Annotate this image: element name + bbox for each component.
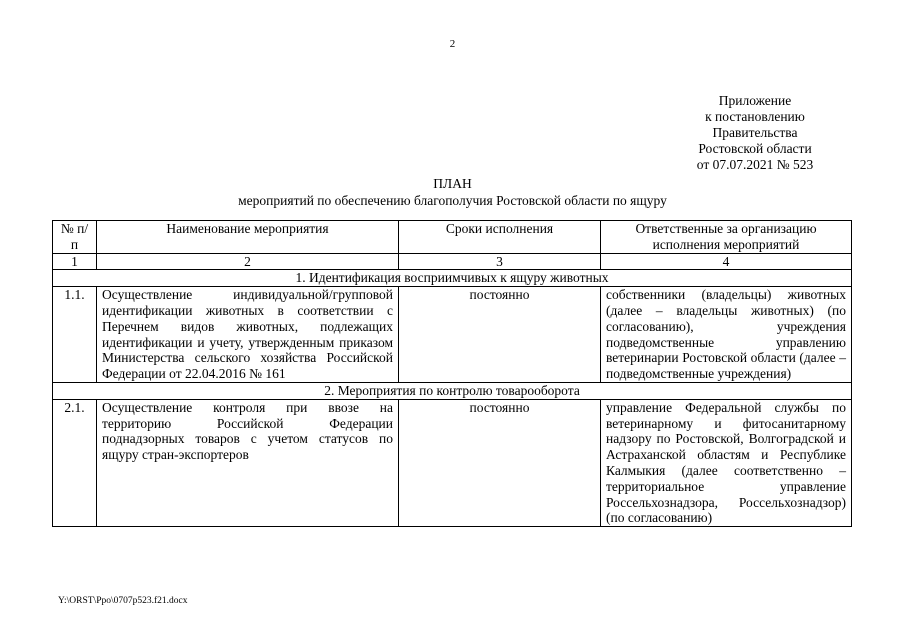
column-number: 3	[399, 253, 601, 270]
item-num: 2.1.	[53, 399, 97, 526]
item-name: Осуществление индивидуальной/групповой идентификации животных в соответствии с Перечнем видов животных, подлежащих идентификации и учету, утвержденным приказом Министерства сельского хозяйства Российской Федерации от 22.04.2016 № 161	[97, 287, 399, 383]
appendix-line: от 07.07.2021 № 523	[696, 157, 814, 172]
file-path-footer: Y:\ORST\Ppo\0707p523.f21.docx	[58, 596, 188, 606]
section-row	[53, 270, 852, 287]
header-deadline: Сроки исполнения	[399, 221, 601, 254]
header-responsible: Ответственные за организацию исполнения мероприятий	[601, 221, 852, 254]
appendix-line: Ростовской области	[698, 141, 812, 156]
item-num: 1.1.	[53, 287, 97, 383]
item-deadline: постоянно	[399, 287, 601, 383]
column-number: 1	[53, 253, 97, 270]
item-deadline: постоянно	[399, 399, 601, 526]
item-responsible: собственники (владельцы) животных (далее – владельцы животных) (по согласованию), учреждения подведомственные управлению ветеринарии Ростовской области (далее – подведомственные учреждения)	[601, 287, 852, 383]
appendix-line: Приложение	[718, 93, 792, 108]
appendix-block	[655, 93, 855, 173]
table-row	[53, 287, 852, 383]
page-number: 2	[449, 38, 456, 50]
header-num: № п/п	[53, 221, 97, 254]
appendix-line: к постановлению	[705, 109, 805, 124]
table-header-row	[53, 221, 852, 254]
header-name: Наименование мероприятия	[97, 221, 399, 254]
item-responsible: управление Федеральной службы по ветеринарному и фитосанитарному надзору по Ростовской, Волгоградской и Астраханской областям и Республике Калмыкия (далее соответственно – территориальное управление Россельхознадзора, Россельхознадзор) (по согласованию)	[601, 399, 852, 526]
column-number-row	[53, 253, 852, 270]
document-title: ПЛАН	[433, 176, 472, 191]
table-row	[53, 399, 852, 526]
section-row	[53, 382, 852, 399]
section-title: 2. Мероприятия по контролю товарооборота	[53, 382, 852, 399]
section-title: 1. Идентификация восприимчивых к ящуру животных	[53, 270, 852, 287]
appendix-line: Правительства	[712, 125, 798, 140]
item-name: Осуществление контроля при ввозе на территорию Российской Федерации поднадзорных товаров с учетом статусов по ящуру стран-экспортеров	[97, 399, 399, 526]
column-number: 4	[601, 253, 852, 270]
column-number: 2	[97, 253, 399, 270]
document-subtitle: мероприятий по обеспечению благополучия Ростовской области по ящуру	[238, 193, 667, 208]
plan-table	[52, 220, 852, 527]
